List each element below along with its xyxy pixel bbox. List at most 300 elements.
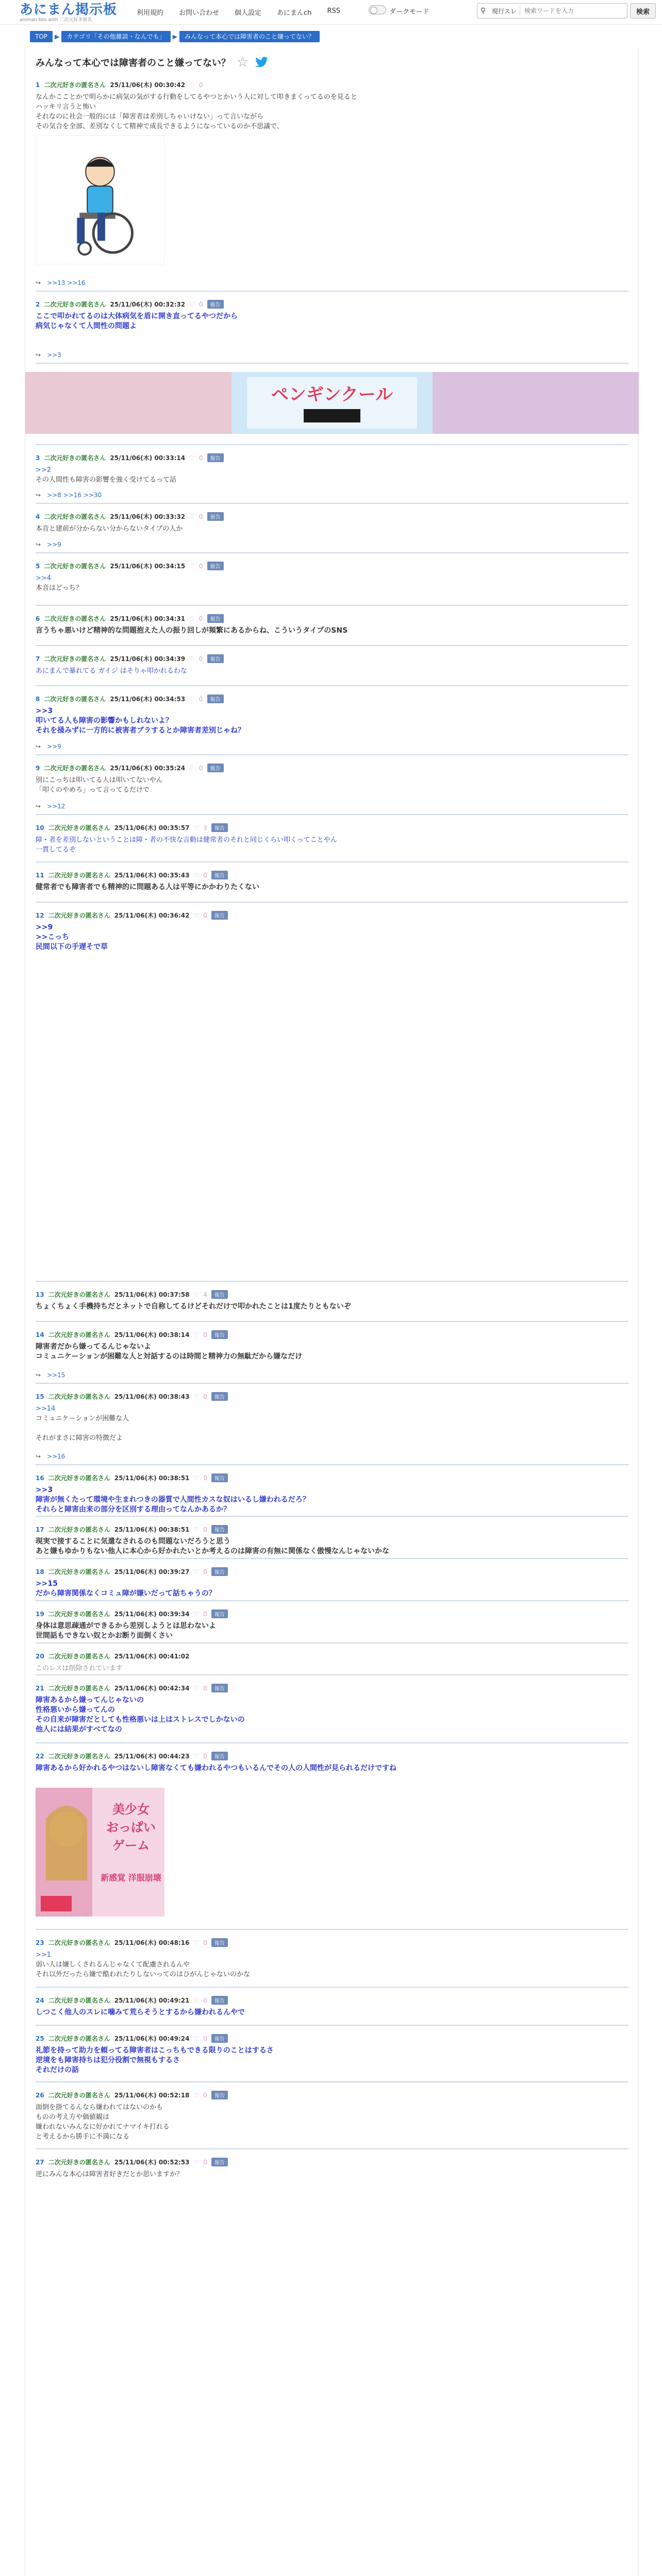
post-header <box>36 1752 628 1760</box>
report-button[interactable]: 報告 <box>211 2158 228 2166</box>
like-heart-icon[interactable]: ♡ <box>193 2091 200 2099</box>
reply-anchors[interactable]: >>15 <box>47 1371 65 1379</box>
post-date: 25/11/06(木) 00:49:24 <box>114 2035 190 2042</box>
like-heart-icon[interactable]: ♡ <box>189 562 195 570</box>
post-anchor[interactable]: >>3 <box>36 1486 53 1494</box>
post-separator <box>36 1742 628 1743</box>
like-count: 3 <box>203 824 207 832</box>
breadcrumb-thread[interactable]: みんなって本心では障害者のこと嫌ってない？ <box>179 31 320 42</box>
like-heart-icon[interactable]: ♡ <box>189 300 195 308</box>
site-logo[interactable] <box>20 2 117 23</box>
post-header <box>36 1567 628 1576</box>
like-heart-icon[interactable]: ♡ <box>193 2158 200 2166</box>
report-button[interactable]: 報告 <box>207 562 224 570</box>
reply-links <box>36 279 86 286</box>
like-count: 0 <box>198 300 203 308</box>
post-body <box>36 2046 628 2075</box>
post-27 <box>36 2158 628 2179</box>
post-line: 他人には結果がすべてなの <box>36 1725 122 1734</box>
post-date: 25/11/06(木) 00:35:43 <box>114 872 190 879</box>
post-body <box>36 1764 628 1773</box>
report-button[interactable]: 報告 <box>211 1684 228 1692</box>
reply-icon: ↪ <box>36 743 41 750</box>
post-author: 二次元好きの匿名さん <box>44 615 106 622</box>
post-date: 25/11/06(木) 00:35:24 <box>110 765 186 772</box>
post-line: その自来が障害だとしても性格悪いは上はストレスでしかないの <box>36 1716 245 1724</box>
like-count: 0 <box>198 764 203 772</box>
post-header <box>36 1938 628 1947</box>
thread-title-text: みんなって本心では障害者のこと嫌ってない？ <box>36 58 230 69</box>
reply-anchors[interactable]: >>3 <box>47 351 61 359</box>
post-20 <box>36 1652 628 1673</box>
post-number[interactable]: 19 <box>36 1610 44 1618</box>
post-separator <box>36 754 628 755</box>
like-heart-icon[interactable]: ♡ <box>189 764 195 772</box>
post-date: 25/11/06(木) 00:52:53 <box>114 2159 190 2166</box>
like-count: 0 <box>203 1996 207 2004</box>
reply-icon: ↪ <box>36 541 41 548</box>
like-heart-icon[interactable]: ♡ <box>189 513 195 520</box>
twitter-bird-icon[interactable] <box>255 57 269 68</box>
post-date: 25/11/06(木) 00:33:14 <box>110 454 186 462</box>
post-separator <box>36 1674 628 1675</box>
post-header <box>36 871 628 879</box>
like-heart-icon[interactable]: ♡ <box>193 1393 200 1400</box>
site-header <box>0 0 662 25</box>
post-body <box>36 2170 628 2179</box>
post-number[interactable]: 1 <box>36 81 40 89</box>
post-author: 二次元好きの匿名さん <box>44 696 106 703</box>
like-heart-icon[interactable]: ♡ <box>193 1996 200 2004</box>
reply-anchors[interactable]: >>13 >>16 <box>47 279 86 286</box>
post-date: 25/11/06(木) 00:32:32 <box>110 301 186 308</box>
post-author: 二次元好きの匿名さん <box>44 563 106 570</box>
report-button[interactable]: 報告 <box>211 1567 228 1576</box>
like-heart-icon[interactable]: ♡ <box>193 1610 200 1618</box>
post-17 <box>36 1525 628 1556</box>
post-line: なんかこことかで明らかに病気の気がする行動をしてるやつとかいう人に対して叩きまくってるのを見ると <box>36 93 357 101</box>
post-line: 言うちゃ悪いけど精神的な問題抱えた人の振り回しが頻繁にあるからね、こういうタイプのSNS <box>36 626 348 635</box>
post-6 <box>36 614 628 636</box>
like-heart-icon[interactable]: ♡ <box>193 1474 200 1482</box>
post-author: 二次元好きの匿名さん <box>48 1685 110 1692</box>
ad-side-title-1: 美少女 <box>112 1802 150 1817</box>
like-heart-icon[interactable]: ♡ <box>189 454 195 462</box>
report-button[interactable]: 報告 <box>211 1609 228 1618</box>
report-button[interactable]: 報告 <box>211 1525 228 1534</box>
post-header <box>36 1473 628 1482</box>
post-number[interactable]: 11 <box>36 871 44 879</box>
post-date: 25/11/06(木) 00:37:58 <box>114 1291 190 1298</box>
like-count: 0 <box>203 1331 207 1338</box>
post-header <box>36 2091 628 2099</box>
post-date: 25/11/06(木) 00:48:16 <box>114 1939 190 1946</box>
post-date: 25/11/06(木) 00:34:39 <box>110 655 186 663</box>
breadcrumb <box>30 31 320 42</box>
reply-icon: ↪ <box>36 351 41 359</box>
post-date: 25/11/06(木) 00:42:34 <box>114 1685 190 1692</box>
post-body <box>36 1696 628 1735</box>
reply-anchors[interactable]: >>9 <box>47 541 61 548</box>
like-heart-icon[interactable]: ♡ <box>193 1568 200 1575</box>
post-line: それがまさに障害の特徴だよ <box>36 1434 123 1442</box>
post-body <box>36 2008 628 2018</box>
post-author: 二次元好きの匿名さん <box>48 1611 110 1618</box>
like-heart-icon[interactable]: ♡ <box>193 1291 200 1298</box>
post-author: 二次元好きの匿名さん <box>44 301 106 308</box>
post-line: ものの考え方や価値観は <box>36 2113 110 2121</box>
post-separator <box>36 291 628 292</box>
post-number[interactable]: 21 <box>36 1684 44 1692</box>
nav-rss[interactable]: RSS <box>327 7 340 15</box>
post-number[interactable]: 27 <box>36 2158 44 2166</box>
post-date: 25/11/06(木) 00:41:02 <box>114 1653 190 1660</box>
post-separator <box>36 861 628 862</box>
post-number[interactable]: 3 <box>36 454 40 462</box>
post-21 <box>36 1684 628 1735</box>
post-anchor[interactable]: >>14 <box>36 1405 56 1413</box>
post-number[interactable]: 5 <box>36 562 40 570</box>
post-number[interactable]: 14 <box>36 1331 44 1338</box>
post-header <box>36 654 628 663</box>
like-count: 0 <box>203 1526 207 1533</box>
post-date: 25/11/06(木) 00:39:34 <box>114 1611 190 1618</box>
post-number[interactable]: 16 <box>36 1474 44 1482</box>
like-count: 4 <box>203 1291 207 1298</box>
post-separator <box>36 503 628 504</box>
report-button[interactable]: 報告 <box>207 694 224 703</box>
post-line: だから障害関係なくコミュ障が嫌いだって話ちゃうの？ <box>36 1589 216 1598</box>
like-count: 0 <box>198 454 203 462</box>
nav-terms[interactable]: 利用規約 <box>137 9 164 17</box>
post-header <box>36 2158 628 2166</box>
report-button[interactable]: 報告 <box>211 1392 228 1401</box>
post-header <box>36 1290 628 1299</box>
post-line: 民間以下の手遅そで草 <box>36 943 108 951</box>
post-number[interactable]: 9 <box>36 764 40 772</box>
post-header <box>36 911 628 920</box>
post-number[interactable]: 23 <box>36 1939 44 1946</box>
post-line: それらと障害由来の部分を区別する理由ってなんかあるか？ <box>36 1505 230 1514</box>
post-author: 二次元好きの匿名さん <box>48 1653 110 1660</box>
ad-banner-title: ペンギンクール <box>271 384 393 405</box>
post-separator <box>36 1383 628 1384</box>
post-separator <box>36 814 628 815</box>
post-date: 25/11/06(木) 00:34:15 <box>110 563 186 570</box>
post-line: あと嫌もゆかりもない他人に本心から好かれたいとか考えるのは障害の有無に関係なく傲慢なんじゃないかな <box>36 1547 389 1555</box>
post-body <box>36 1537 628 1556</box>
post-line: 障害あるから嫌ってんじゃないの <box>36 1696 144 1704</box>
post-line: 弱い人は嫌しくされるんじゃなくて配慮されるんや <box>36 1961 190 1969</box>
post-9 <box>36 764 628 795</box>
post-line: 障害者だから嫌ってるんじゃないよ <box>36 1343 151 1351</box>
reply-anchors[interactable]: >>12 <box>47 803 65 810</box>
post-10 <box>36 823 628 855</box>
report-button[interactable]: 報告 <box>211 1938 228 1947</box>
like-count: 0 <box>203 871 207 879</box>
like-heart-icon[interactable]: ♡ <box>193 1684 200 1692</box>
post-number[interactable]: 7 <box>36 655 40 663</box>
post-number[interactable]: 15 <box>36 1393 44 1400</box>
breadcrumb-separator: ▶ <box>55 33 60 40</box>
post-header <box>36 1525 628 1534</box>
post-separator <box>36 1558 628 1559</box>
post-header <box>36 1609 628 1618</box>
post-line: 病気じゃなくて人間性の問題よ <box>36 322 137 330</box>
post-date: 25/11/06(木) 00:38:51 <box>114 1526 190 1533</box>
post-number[interactable]: 6 <box>36 615 40 622</box>
like-heart-icon[interactable]: ♡ <box>193 871 200 879</box>
post-author: 二次元好きの匿名さん <box>48 1475 110 1482</box>
reply-links <box>36 492 102 499</box>
post-body <box>36 1621 628 1641</box>
breadcrumb-separator: ▶ <box>172 33 178 40</box>
report-button[interactable]: 報告 <box>207 453 224 462</box>
post-header <box>36 764 628 772</box>
dark-mode-label: ダークモード <box>389 8 429 16</box>
post-date: 25/11/06(木) 00:35:57 <box>114 824 190 832</box>
report-button[interactable]: 報告 <box>207 614 224 623</box>
post-separator <box>36 605 628 606</box>
post-number[interactable]: 17 <box>36 1526 44 1533</box>
logo-subtext: animan bbs with 二次元好き匿名 <box>20 18 92 23</box>
logo-text: あにまん掲示板 <box>20 2 118 18</box>
post-line: コミュニケーションが困難な人と対話するのは時間と精神力の無駄だから嫌なだけ <box>36 1352 303 1361</box>
post-number[interactable]: 13 <box>36 1291 44 1298</box>
post-number[interactable]: 22 <box>36 1752 44 1760</box>
post-line: と考えるから勝手に不満になる <box>36 2133 130 2141</box>
post-16 <box>36 1473 628 1515</box>
post-line: 障害が無くたって環境や生まれつきの器質で人間性カスな奴はいるし嫌われるだろ？ <box>36 1496 310 1504</box>
like-heart-icon[interactable]: ♡ <box>189 655 195 663</box>
like-heart-icon[interactable]: ♡ <box>193 1526 200 1533</box>
like-heart-icon[interactable]: ♡ <box>193 2035 200 2042</box>
post-body <box>36 92 628 131</box>
report-button[interactable]: 報告 <box>211 911 228 920</box>
post-number[interactable]: 20 <box>36 1652 44 1660</box>
post-body <box>36 1404 628 1443</box>
post-separator <box>36 552 628 553</box>
post-number[interactable]: 25 <box>36 2035 44 2042</box>
thread-container <box>25 47 638 2576</box>
report-button[interactable]: 報告 <box>211 1330 228 1339</box>
post-number[interactable]: 8 <box>36 695 40 703</box>
post-header <box>36 1996 628 2005</box>
search-button[interactable]: 検索 <box>630 3 656 19</box>
post-anchor[interactable]: >>4 <box>36 574 52 582</box>
post-author: 二次元好きの匿名さん <box>48 1568 110 1575</box>
post-author: 二次元好きの匿名さん <box>48 1291 110 1298</box>
post-author: 二次元好きの匿名さん <box>48 1331 110 1338</box>
post-author: 二次元好きの匿名さん <box>48 824 110 832</box>
post-line: 「叩くのやめろ」って言ってるだけで <box>36 786 150 794</box>
report-button[interactable]: 報告 <box>211 871 228 879</box>
breadcrumb-top[interactable]: TOP <box>30 31 53 42</box>
post-body <box>36 312 628 331</box>
post-18 <box>36 1567 628 1599</box>
post-header <box>36 1392 628 1401</box>
like-heart-icon[interactable]: ♡ <box>193 911 200 919</box>
report-button[interactable]: 報告 <box>207 654 224 663</box>
like-heart-icon[interactable]: ♡ <box>189 81 195 89</box>
post-body <box>36 666 628 676</box>
post-line: 障・者を差別しないということは障・者の不快な言動は健常者のそれと同じくらい叩くってことやん <box>36 836 337 844</box>
post-anchor[interactable]: >>15 <box>36 1580 58 1588</box>
reply-anchors[interactable]: >>16 <box>47 1453 65 1460</box>
search-scope-select[interactable]: 現行スレ <box>489 7 520 15</box>
post-line: 本音はどっち？ <box>36 584 82 592</box>
reply-anchors[interactable]: >>9 <box>47 743 61 750</box>
like-count: 0 <box>203 2091 207 2099</box>
deleted-notice: このレスは削除されています <box>36 1665 123 1672</box>
reply-links <box>36 803 65 810</box>
post-number[interactable]: 10 <box>36 824 44 832</box>
post-author: 二次元好きの匿名さん <box>48 1997 110 2004</box>
post-line: 障害あるから好かれるやつはないし障害なくても嫌われるやつもいるんでその人の人間性が見られるだけですね <box>36 1764 396 1772</box>
post-line: その人間性も障害の影響を強く受けてるって話 <box>36 476 177 484</box>
post-line: ここで叩かれてるのは大体病気を盾に開き直ってるやつだから <box>36 312 238 320</box>
dark-mode-toggle[interactable] <box>369 5 386 14</box>
like-count: 0 <box>203 1474 207 1482</box>
post-13 <box>36 1290 628 1312</box>
post-blank-line <box>36 1423 628 1433</box>
post-1 <box>36 80 628 266</box>
post-line: それなのに社会一般的には「障害者は差別しちゃいけない」って言いながら <box>36 113 264 121</box>
like-heart-icon[interactable]: ♡ <box>193 824 200 832</box>
report-button[interactable]: 報告 <box>207 764 224 772</box>
report-button[interactable]: 報告 <box>211 1473 228 1482</box>
like-count: 0 <box>203 1568 207 1575</box>
post-separator <box>36 1464 628 1465</box>
like-heart-icon[interactable]: ♡ <box>193 1752 200 1760</box>
search-box <box>477 3 627 19</box>
reply-anchors[interactable]: >>8 >>16 >>30 <box>47 492 102 499</box>
post-author: 二次元好きの匿名さん <box>48 872 110 879</box>
thread-title <box>36 56 269 69</box>
post-8 <box>36 694 628 736</box>
post-separator <box>36 685 628 686</box>
post-date: 25/11/06(木) 00:38:43 <box>114 1393 190 1400</box>
post-number[interactable]: 18 <box>36 1568 44 1575</box>
like-heart-icon[interactable]: ♡ <box>189 615 195 622</box>
post-date: 25/11/06(木) 00:44:23 <box>114 1753 190 1760</box>
reply-icon: ↪ <box>36 279 41 286</box>
report-button[interactable]: 報告 <box>207 512 224 521</box>
post-body <box>36 883 628 892</box>
post-anchor[interactable]: >>1 <box>36 1951 52 1959</box>
post-author: 二次元好きの匿名さん <box>48 1939 110 1946</box>
ad-banner-image[interactable] <box>25 372 639 434</box>
like-heart-icon[interactable]: ♡ <box>193 1939 200 1946</box>
post-number[interactable]: 26 <box>36 2091 44 2099</box>
report-button[interactable]: 報告 <box>211 823 228 832</box>
like-count: 0 <box>203 911 207 919</box>
post-anchor[interactable]: >>2 <box>36 466 52 474</box>
post-line: それだけの話 <box>36 2066 79 2074</box>
post-author: 二次元好きの匿名さん <box>48 1753 110 1760</box>
post-anchor[interactable]: >>9 <box>36 923 53 931</box>
post-author: 二次元好きの匿名さん <box>48 2035 110 2042</box>
post-19 <box>36 1609 628 1641</box>
post-author: 二次元好きの匿名さん <box>48 912 110 919</box>
post-separator <box>36 1516 628 1517</box>
post-header <box>36 453 628 462</box>
post-body <box>36 2103 628 2142</box>
post-line: それを掻みずに一方的に被害者ブラするとか障害者差別じゃね？ <box>36 726 245 735</box>
reply-links <box>36 351 61 359</box>
ad-side-sub: 新感覚 洋服崩壊 <box>101 1873 161 1883</box>
nav-settings[interactable]: 個人設定 <box>235 9 262 17</box>
post-header <box>36 2034 628 2043</box>
post-11 <box>36 871 628 892</box>
report-button[interactable]: 報告 <box>211 2091 228 2099</box>
post-body <box>36 706 628 736</box>
post-date: 25/11/06(木) 00:30:42 <box>110 81 186 89</box>
post-separator <box>36 902 628 903</box>
like-heart-icon[interactable]: ♡ <box>189 695 195 703</box>
ad-side-title-2: おっぱい <box>106 1820 156 1835</box>
post-line: しつこく他人のスレに噛みて荒らそうとするから嫌われるんやで <box>36 2008 245 2016</box>
like-count: 0 <box>198 562 203 570</box>
ad-side-image[interactable] <box>36 1788 164 1917</box>
report-button[interactable]: 報告 <box>211 1290 228 1299</box>
post-header <box>36 80 628 89</box>
post-15 <box>36 1392 628 1443</box>
nav-animanch[interactable]: あにまんch <box>277 9 312 17</box>
post-12 <box>36 911 628 952</box>
post-23 <box>36 1938 628 1979</box>
post-line: あにまんで暴れてる ガイジ はそりゃ叩かれるわな <box>36 667 187 675</box>
post-number[interactable]: 4 <box>36 513 40 520</box>
report-button[interactable]: 報告 <box>211 1752 228 1760</box>
search-input[interactable] <box>520 7 627 14</box>
breadcrumb-category[interactable]: カテゴリ「その他雑談・なんでも」 <box>61 31 171 42</box>
favorite-star-icon[interactable]: ☆ <box>237 55 249 70</box>
post-line: 健常者でも障害者でも精神的に問題ある人は平等にかかわりたくない <box>36 883 259 891</box>
post-header <box>36 1652 628 1660</box>
post-date: 25/11/06(木) 00:34:53 <box>110 696 186 703</box>
post-number[interactable]: 24 <box>36 1996 44 2004</box>
post-body <box>36 524 628 534</box>
post-author: 二次元好きの匿名さん <box>44 655 106 663</box>
post-separator <box>36 1929 628 1930</box>
post-separator <box>36 444 628 445</box>
nav-contact[interactable]: お問い合わせ <box>179 9 220 17</box>
post-number[interactable]: 2 <box>36 300 40 308</box>
like-count: 0 <box>203 2035 207 2042</box>
like-count: 0 <box>198 655 203 663</box>
post-date: 25/11/06(木) 00:39:27 <box>114 1568 190 1575</box>
post-body <box>36 573 628 593</box>
report-button[interactable]: 報告 <box>211 2034 228 2043</box>
post-anchor[interactable]: >>3 <box>36 707 53 715</box>
search-icon: ⚲ <box>480 7 486 15</box>
post-line: 性格悪いから嫌ってんの <box>36 1706 115 1714</box>
like-count: 0 <box>198 513 203 520</box>
report-button[interactable]: 報告 <box>207 300 224 309</box>
reply-links <box>36 541 61 548</box>
post-date: 25/11/06(木) 00:36:42 <box>114 912 190 919</box>
like-heart-icon[interactable]: ♡ <box>193 1331 200 1338</box>
post-number[interactable]: 12 <box>36 911 44 919</box>
post-author: 二次元好きの匿名さん <box>44 81 106 89</box>
post-body <box>36 1950 628 1979</box>
post-14 <box>36 1330 628 1362</box>
post-date: 25/11/06(木) 00:38:14 <box>114 1331 190 1338</box>
post-header <box>36 694 628 703</box>
report-button[interactable]: 報告 <box>211 1996 228 2005</box>
post-header <box>36 614 628 623</box>
